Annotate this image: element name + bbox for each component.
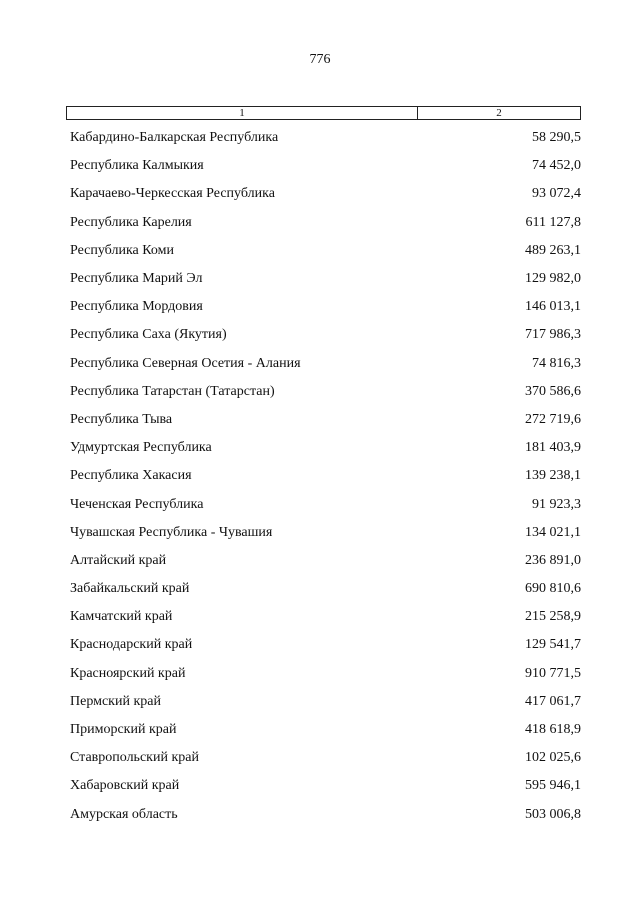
region-name: Республика Хакасия [70,468,192,484]
region-value: 417 061,7 [525,693,581,709]
table-row [70,490,581,518]
region-value: 215 258,9 [525,609,581,625]
table-row [70,575,581,603]
table-row [70,772,581,800]
table-row [70,124,581,152]
region-name: Пермский край [70,693,161,709]
region-name: Камчатский край [70,609,173,625]
table-row [70,660,581,688]
region-name: Хабаровский край [70,778,180,794]
table-row [70,180,581,208]
region-value: 489 263,1 [525,242,581,258]
region-name: Республика Саха (Якутия) [70,327,227,343]
region-name: Республика Марий Эл [70,271,203,287]
region-value: 611 127,8 [525,214,581,230]
table-row [70,547,581,575]
region-value: 418 618,9 [525,722,581,738]
region-name: Карачаево-Черкесская Республика [70,186,275,202]
region-name: Республика Коми [70,242,174,258]
table-row [70,321,581,349]
region-name: Республика Тыва [70,411,173,427]
table-row [70,293,581,321]
region-name: Республика Татарстан (Татарстан) [70,383,275,399]
table-row [70,378,581,406]
table-row [70,462,581,490]
region-value: 134 021,1 [525,524,581,540]
region-value: 236 891,0 [525,552,581,568]
table-row [70,631,581,659]
region-value: 272 719,6 [525,411,581,427]
table-row [70,265,581,293]
region-value: 129 982,0 [525,271,581,287]
table-row [70,603,581,631]
header-column-1: 1 [67,107,418,119]
table-row [70,152,581,180]
region-name: Республика Карелия [70,214,192,230]
region-name: Ставропольский край [70,750,199,766]
region-value: 102 025,6 [525,750,581,766]
table-row [70,209,581,237]
region-value: 58 290,5 [532,130,581,146]
region-value: 91 923,3 [532,496,581,512]
region-name: Амурская область [70,806,178,822]
region-value: 181 403,9 [525,440,581,456]
region-name: Республика Калмыкия [70,158,204,174]
region-value: 129 541,7 [525,637,581,653]
region-name: Приморский край [70,722,177,738]
region-value: 717 986,3 [525,327,581,343]
region-value: 690 810,6 [525,581,581,597]
table-row [70,688,581,716]
region-value: 146 013,1 [525,299,581,315]
table-row [70,350,581,378]
table-header [66,106,581,120]
region-name: Удмуртская Республика [70,440,212,456]
region-name: Чеченская Республика [70,496,204,512]
table-row [70,434,581,462]
table-row [70,519,581,547]
region-value: 93 072,4 [532,186,581,202]
region-value: 139 238,1 [525,468,581,484]
region-name: Кабардино-Балкарская Республика [70,130,279,146]
region-value: 503 006,8 [525,806,581,822]
region-name: Алтайский край [70,552,167,568]
region-name: Республика Мордовия [70,299,203,315]
table-row [70,237,581,265]
table-body [70,124,581,829]
table-row [70,716,581,744]
page-number: 776 [309,52,331,67]
region-value: 595 946,1 [525,778,581,794]
region-value: 370 586,6 [525,383,581,399]
table-row [70,406,581,434]
table-row [70,801,581,829]
table-row [70,744,581,772]
region-name: Красноярский край [70,665,186,681]
region-name: Забайкальский край [70,581,190,597]
header-column-2: 2 [496,107,502,119]
region-value: 74 452,0 [532,158,581,174]
region-name: Краснодарский край [70,637,193,653]
region-name: Республика Северная Осетия - Алания [70,355,301,371]
region-name: Чувашская Республика - Чувашия [70,524,273,540]
region-value: 74 816,3 [532,355,581,371]
region-value: 910 771,5 [525,665,581,681]
